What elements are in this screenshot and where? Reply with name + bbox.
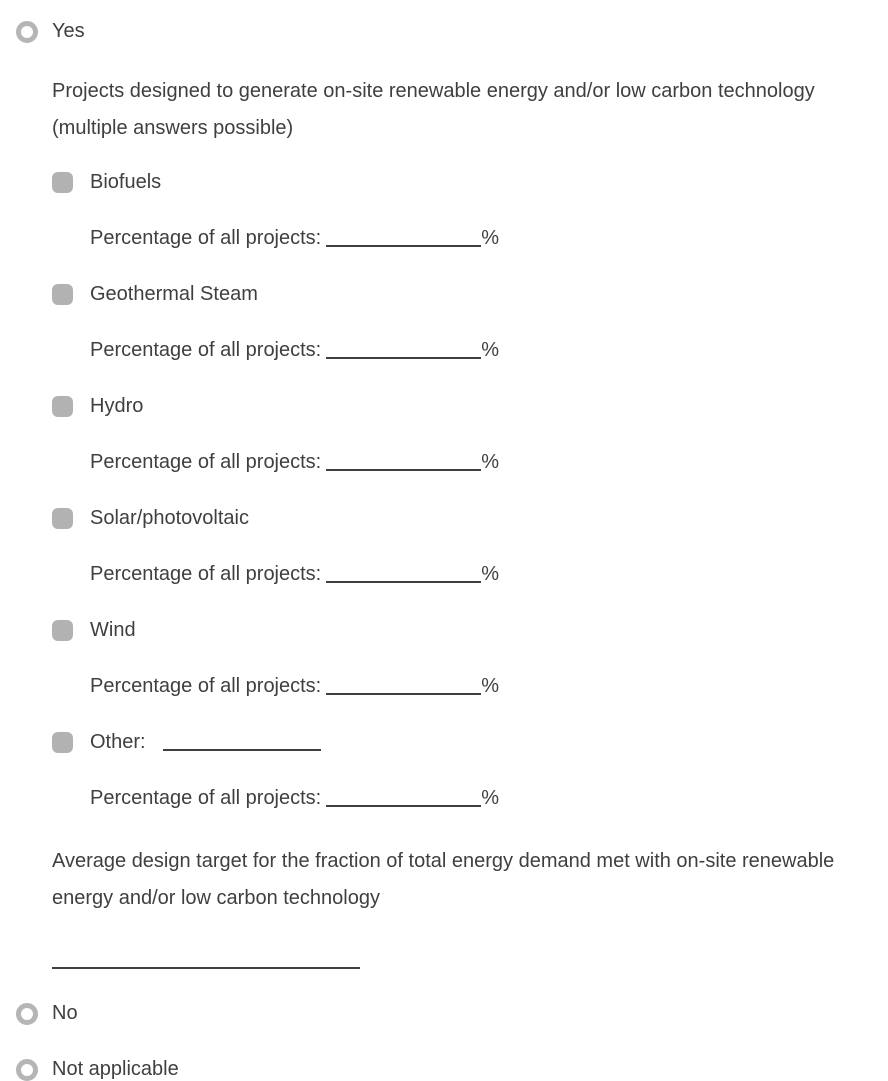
option-biofuels bbox=[52, 171, 872, 194]
option-no bbox=[16, 1002, 872, 1025]
percentage-label: Percentage of all projects: bbox=[90, 227, 322, 249]
percentage-label: Percentage of all projects: bbox=[90, 339, 322, 361]
percent-sign: % bbox=[481, 563, 500, 585]
other-text-blank[interactable] bbox=[163, 735, 321, 751]
percentage-row-geothermal-steam bbox=[90, 339, 872, 362]
checkbox-other[interactable] bbox=[52, 732, 73, 753]
percentage-row-wind bbox=[90, 675, 872, 698]
checkbox-geothermal-steam[interactable] bbox=[52, 284, 73, 305]
option-wind bbox=[52, 619, 872, 642]
percentage-blank-wind[interactable] bbox=[326, 679, 481, 695]
average-target-question: Average design target for the fraction of total energy demand met with on-site renewable energy and/or low carbon technology bbox=[52, 850, 835, 909]
percentage-blank-solar-photovoltaic[interactable] bbox=[326, 567, 481, 583]
checkbox-other-label: Other: bbox=[90, 731, 146, 753]
checkbox-geothermal-steam-label: Geothermal Steam bbox=[90, 283, 258, 305]
radio-yes-label: Yes bbox=[52, 20, 85, 42]
checkbox-hydro-label: Hydro bbox=[90, 395, 144, 417]
percentage-blank-geothermal-steam[interactable] bbox=[326, 343, 481, 359]
radio-not-applicable[interactable] bbox=[16, 1059, 38, 1081]
percentage-row-biofuels bbox=[90, 227, 872, 250]
checkbox-hydro[interactable] bbox=[52, 396, 73, 417]
option-other bbox=[52, 731, 872, 754]
option-solar-photovoltaic bbox=[52, 507, 872, 530]
sub-question-text: Projects designed to generate on-site renewable energy and/or low carbon technology (multiple answers possible) bbox=[52, 80, 815, 139]
percentage-row-solar-photovoltaic bbox=[90, 563, 872, 586]
percent-sign: % bbox=[481, 675, 500, 697]
checkbox-wind-label: Wind bbox=[90, 619, 136, 641]
percent-sign: % bbox=[481, 339, 500, 361]
radio-yes[interactable] bbox=[16, 21, 38, 43]
percent-sign: % bbox=[481, 227, 500, 249]
option-geothermal-steam bbox=[52, 283, 872, 306]
percentage-blank-other[interactable] bbox=[326, 791, 481, 807]
percentage-label: Percentage of all projects: bbox=[90, 675, 322, 697]
checkbox-solar-photovoltaic-label: Solar/photovoltaic bbox=[90, 507, 249, 529]
option-hydro bbox=[52, 395, 872, 418]
option-yes bbox=[16, 20, 872, 43]
option-not-applicable bbox=[16, 1058, 872, 1081]
checkbox-biofuels[interactable] bbox=[52, 172, 73, 193]
checkbox-solar-photovoltaic[interactable] bbox=[52, 508, 73, 529]
checkbox-wind[interactable] bbox=[52, 620, 73, 641]
radio-no-label: No bbox=[52, 1002, 78, 1024]
percentage-label: Percentage of all projects: bbox=[90, 787, 322, 809]
percentage-label: Percentage of all projects: bbox=[90, 451, 322, 473]
checkbox-biofuels-label: Biofuels bbox=[90, 171, 162, 193]
percentage-row-hydro bbox=[90, 451, 872, 474]
percent-sign: % bbox=[481, 787, 500, 809]
percent-sign: % bbox=[481, 451, 500, 473]
radio-not-applicable-label: Not applicable bbox=[52, 1058, 179, 1080]
percentage-row-other bbox=[90, 787, 872, 810]
average-target-blank[interactable] bbox=[52, 953, 360, 969]
percentage-blank-biofuels[interactable] bbox=[326, 231, 481, 247]
radio-no[interactable] bbox=[16, 1003, 38, 1025]
percentage-label: Percentage of all projects: bbox=[90, 563, 322, 585]
percentage-blank-hydro[interactable] bbox=[326, 455, 481, 471]
